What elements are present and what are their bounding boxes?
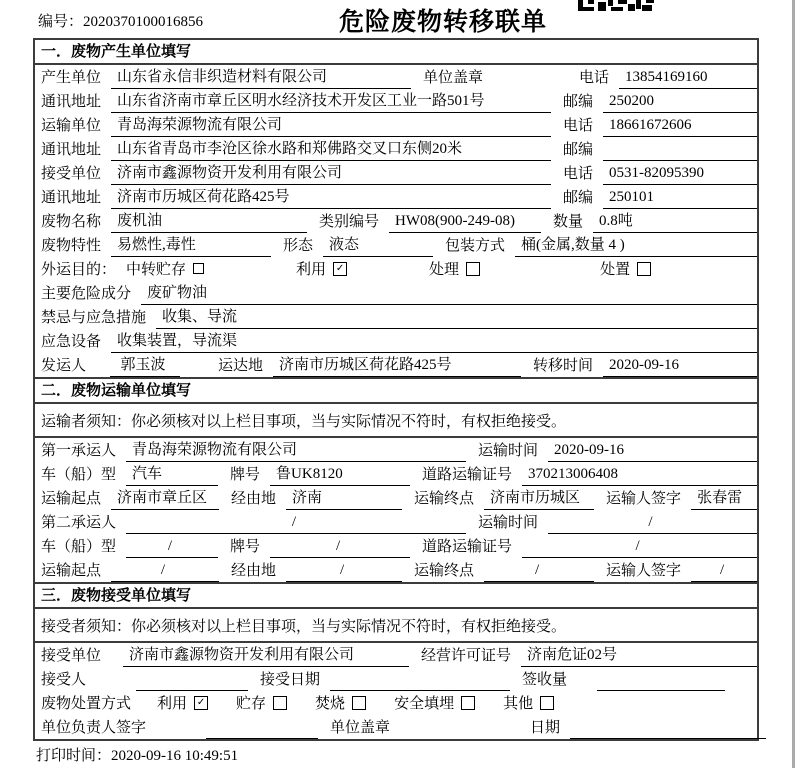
field-label: 运输起点 xyxy=(41,491,102,507)
field-label: 道路运输证号 xyxy=(422,539,513,555)
field-value xyxy=(597,674,725,691)
print-time-label: 打印时间： xyxy=(36,748,112,764)
field-value xyxy=(603,144,757,161)
print-time-value: 2020-09-16 10:49:51 xyxy=(111,748,239,764)
checkbox-unchecked-icon xyxy=(193,263,204,274)
field-value: 济南市章丘区 xyxy=(111,486,219,510)
field-label: 禁忌与应急措施 xyxy=(41,310,147,326)
checkbox-label: 中转贮存 xyxy=(126,262,187,278)
field-label: 日期 xyxy=(530,720,561,736)
field-label: 运输终点 xyxy=(414,563,475,579)
checkbox-unchecked-icon xyxy=(273,696,287,710)
section-title: 一．废物产生单位填写 xyxy=(35,40,757,65)
field-value: / xyxy=(286,562,402,582)
field-value: 郭玉波 xyxy=(110,353,180,377)
field-value: 山东省青岛市李沧区徐水路和郑佛路交叉口东侧20米 xyxy=(111,137,551,161)
qr-code-fragment xyxy=(578,0,654,11)
field-label: 牌号 xyxy=(230,467,261,483)
field-value xyxy=(330,674,510,691)
field-label: 运输起点 xyxy=(41,563,102,579)
field-value: HW08(900-249-08) xyxy=(389,213,541,233)
field-value: / xyxy=(270,538,410,558)
form-row xyxy=(35,462,757,486)
checkbox-item xyxy=(236,692,287,715)
checkbox-unchecked-icon xyxy=(540,696,554,710)
field-label: 接受人 xyxy=(41,672,87,688)
form-row xyxy=(35,643,757,667)
field-value: 废矿物油 xyxy=(141,281,757,305)
field-value: 山东省济南市章丘区明水经济技术开发区工业一路501号 xyxy=(111,89,551,113)
form-row xyxy=(35,715,757,739)
field-value: 济南市历城区荷花路425号 xyxy=(111,185,551,209)
section-note: 运输者须知：你必须核对以上栏目事项，当与实际情况不符时，有权拒绝接受。 xyxy=(35,404,757,438)
field-value: / xyxy=(522,538,757,558)
field-label: 经由地 xyxy=(231,491,277,507)
field-value: 18661672606 xyxy=(603,117,757,137)
field-value: 汽车 xyxy=(126,462,218,486)
checkbox-label: 安全填埋 xyxy=(394,696,455,712)
field-value: 废机油 xyxy=(111,209,307,233)
manifest-form xyxy=(33,40,759,741)
doc-number-value: 2020370100016856 xyxy=(83,14,204,30)
field-value: 0.8吨 xyxy=(593,209,757,233)
field-value: 13854169160 xyxy=(619,69,757,89)
form-row xyxy=(35,257,757,281)
field-value: / xyxy=(126,538,218,558)
field-value: / xyxy=(126,514,466,534)
form-row xyxy=(35,65,757,89)
form-row xyxy=(35,510,757,534)
field-label: 外运目的： xyxy=(41,262,117,278)
field-label: 运输时间 xyxy=(478,515,539,531)
form-row xyxy=(35,667,757,691)
window-edge xyxy=(792,0,795,768)
field-label: 道路运输证号 xyxy=(422,467,513,483)
field-value: 山东省永信非织造材料有限公司 xyxy=(111,65,411,89)
field-label: 包装方式 xyxy=(445,238,506,254)
form-row xyxy=(35,281,757,305)
form-row xyxy=(35,329,757,353)
checkbox-label: 处置 xyxy=(600,262,631,278)
checkbox-label: 利用 xyxy=(296,262,327,278)
checkbox-item xyxy=(394,692,475,715)
field-label: 邮编 xyxy=(563,142,594,158)
form-row xyxy=(35,558,757,582)
field-label: 电话 xyxy=(579,70,610,86)
form-row xyxy=(35,161,757,185)
field-label: 主要危险成分 xyxy=(41,286,132,302)
form-row xyxy=(35,486,757,510)
section-title: 三．废物接受单位填写 xyxy=(35,584,757,609)
form-row xyxy=(35,305,757,329)
field-value: / xyxy=(691,562,757,582)
field-value: 2020-09-16 xyxy=(548,442,757,462)
field-label: 牌号 xyxy=(230,539,261,555)
checkbox-label: 焚烧 xyxy=(315,696,346,712)
field-label: 运达地 xyxy=(218,358,264,374)
section-3 xyxy=(33,582,759,741)
checkbox-unchecked-icon xyxy=(461,696,475,710)
field-value: 济南市历城区荷花路425号 xyxy=(273,353,521,377)
field-value: / xyxy=(548,514,757,534)
field-label: 运输终点 xyxy=(414,491,475,507)
checkbox-label: 利用 xyxy=(157,696,188,712)
field-label: 经营许可证号 xyxy=(421,648,512,664)
field-label: 应急设备 xyxy=(41,334,102,350)
field-value: 收集、导流 xyxy=(156,305,757,329)
field-value: 青岛海荣源物流有限公司 xyxy=(111,113,551,137)
field-value: 收集装置，导流渠 xyxy=(111,329,757,353)
page-title: 危险废物转移联单 xyxy=(338,9,547,36)
field-label: 电话 xyxy=(563,118,594,134)
field-label: 数量 xyxy=(553,214,584,230)
field-label: 形态 xyxy=(283,238,314,254)
field-value xyxy=(136,674,248,691)
document-header xyxy=(0,0,796,40)
checkbox-item xyxy=(315,692,366,715)
form-row xyxy=(35,89,757,113)
field-label: 邮编 xyxy=(563,94,594,110)
field-label: 废物处置方式 xyxy=(41,696,132,712)
field-label: 运输人签字 xyxy=(606,563,682,579)
field-label: 发运人 xyxy=(41,358,87,374)
field-label: 单位负责人签字 xyxy=(41,720,147,736)
field-value xyxy=(206,722,318,739)
field-label: 车（船）型 xyxy=(41,467,117,483)
form-row xyxy=(35,438,757,462)
checkbox-item xyxy=(429,258,480,281)
field-label: 邮编 xyxy=(563,190,594,206)
field-label: 单位盖章 xyxy=(423,70,484,86)
field-value: 鲁UK8120 xyxy=(270,462,410,486)
field-label: 第二承运人 xyxy=(41,515,117,531)
field-value: 济南市鑫源物资开发利用有限公司 xyxy=(123,643,409,667)
field-label: 通讯地址 xyxy=(41,142,102,158)
checkbox-unchecked-icon xyxy=(466,262,480,276)
field-value: 张春雷 xyxy=(691,486,757,510)
field-value: 液态 xyxy=(323,233,433,257)
checkbox-item xyxy=(157,692,208,715)
field-label: 废物名称 xyxy=(41,214,102,230)
form-row xyxy=(35,353,757,377)
field-value: 青岛海荣源物流有限公司 xyxy=(126,438,466,462)
field-value: 0531-82095390 xyxy=(603,165,757,185)
checkbox-checked-icon: ✓ xyxy=(194,696,208,710)
field-label: 通讯地址 xyxy=(41,94,102,110)
section-1 xyxy=(33,38,759,379)
field-value: 桶(金属,数量 4 ) xyxy=(515,233,757,257)
field-label: 接受单位 xyxy=(41,648,102,664)
form-row xyxy=(35,113,757,137)
form-row xyxy=(35,209,757,233)
checkbox-item xyxy=(296,258,347,281)
form-row xyxy=(35,233,757,257)
field-value: 易燃性,毒性 xyxy=(111,233,271,257)
field-label: 接受日期 xyxy=(260,672,321,688)
doc-number-label: 编号： xyxy=(38,14,84,30)
field-value: 济南危证02号 xyxy=(521,643,757,667)
checkbox-label: 其他 xyxy=(503,696,534,712)
field-label: 废物特性 xyxy=(41,238,102,254)
section-2 xyxy=(33,377,759,584)
field-label: 类别编号 xyxy=(319,214,380,230)
checkbox-item xyxy=(126,258,204,281)
field-label: 通讯地址 xyxy=(41,190,102,206)
section-title: 二．废物运输单位填写 xyxy=(35,379,757,404)
checkbox-item xyxy=(503,692,554,715)
form-row xyxy=(35,185,757,209)
field-label: 接受单位 xyxy=(41,166,102,182)
field-value: / xyxy=(484,562,594,582)
field-value: 济南市历城区 xyxy=(484,486,594,510)
field-label: 第一承运人 xyxy=(41,443,117,459)
field-value: 济南市鑫源物资开发利用有限公司 xyxy=(111,161,551,185)
field-value: 2020-09-16 xyxy=(603,357,757,377)
print-time xyxy=(36,744,238,765)
checkbox-label: 贮存 xyxy=(236,696,267,712)
field-label: 转移时间 xyxy=(533,358,594,374)
field-label: 运输人签字 xyxy=(606,491,682,507)
form-row xyxy=(35,691,757,715)
field-label: 电话 xyxy=(563,166,594,182)
field-label: 单位盖章 xyxy=(330,720,391,736)
checkbox-unchecked-icon xyxy=(637,262,651,276)
field-value: 370213006408 xyxy=(522,466,757,486)
field-label: 产生单位 xyxy=(41,70,102,86)
field-label: 签收量 xyxy=(522,672,568,688)
checkbox-unchecked-icon xyxy=(352,696,366,710)
field-value: 250101 xyxy=(603,189,757,209)
field-value: 济南 xyxy=(286,486,402,510)
form-row xyxy=(35,534,757,558)
checkbox-label: 处理 xyxy=(429,262,460,278)
field-label: 车（船）型 xyxy=(41,539,117,555)
section-note: 接受者须知：你必须核对以上栏目事项，当与实际情况不符时，有权拒绝接受。 xyxy=(35,609,757,643)
field-label: 经由地 xyxy=(231,563,277,579)
field-label: 运输单位 xyxy=(41,118,102,134)
field-value: / xyxy=(111,562,219,582)
field-value xyxy=(570,722,766,739)
checkbox-item xyxy=(600,258,651,281)
form-row xyxy=(35,137,757,161)
checkbox-checked-icon: ✓ xyxy=(333,262,347,276)
field-value: 250200 xyxy=(603,93,757,113)
field-label: 运输时间 xyxy=(478,443,539,459)
